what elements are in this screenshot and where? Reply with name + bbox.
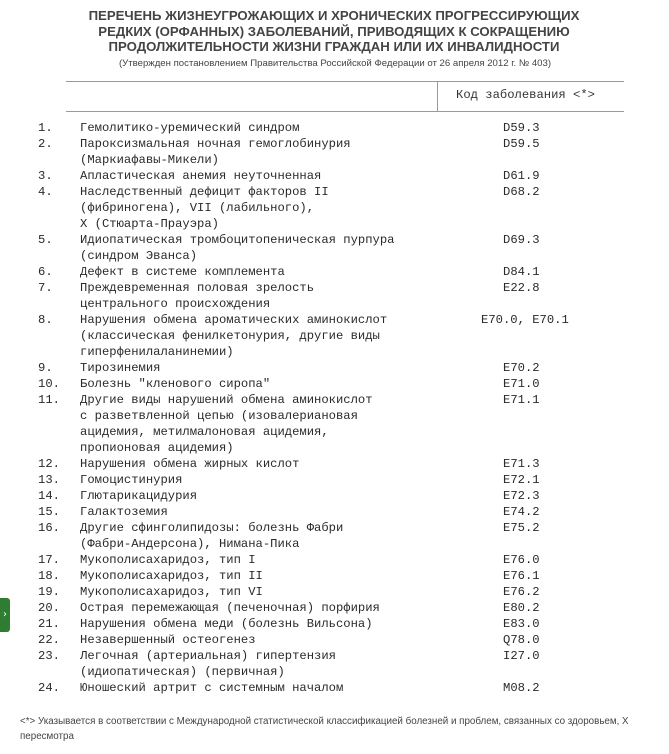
header-bottom-divider xyxy=(66,111,624,112)
disease-name: Галактоземия xyxy=(80,505,168,519)
table-row xyxy=(0,488,669,504)
row-number: 12. xyxy=(38,457,60,471)
disease-list xyxy=(0,120,669,696)
icd-code: E80.2 xyxy=(503,601,540,615)
disease-name: Тирозинемия xyxy=(80,361,161,375)
disease-name: Нарушения обмена меди (болезнь Вильсона) xyxy=(80,617,373,631)
icd-code: E70.2 xyxy=(503,361,540,375)
row-number: 18. xyxy=(38,569,60,583)
table-row xyxy=(0,552,669,568)
row-number: 11. xyxy=(38,393,60,407)
table-row xyxy=(0,120,669,136)
table-row xyxy=(0,360,669,376)
disease-name: Гомоцистинурия xyxy=(80,473,183,487)
table-row xyxy=(0,472,669,488)
table-row xyxy=(0,632,669,648)
table-row xyxy=(0,616,669,632)
header-column-divider xyxy=(437,82,438,112)
icd-code: D59.5 xyxy=(503,137,540,151)
row-number: 9. xyxy=(38,361,53,375)
row-number: 15. xyxy=(38,505,60,519)
row-number: 19. xyxy=(38,585,60,599)
icd-code: E72.1 xyxy=(503,473,540,487)
side-panel-tab[interactable] xyxy=(0,598,10,632)
row-number: 21. xyxy=(38,617,60,631)
row-number: 22. xyxy=(38,633,60,647)
disease-name: Незавершенный остеогенез xyxy=(80,633,256,647)
disease-name: Нарушения обмена ароматических аминокислот (классическая фенилкетонурия, другие виды гиперфенилаланинемии) xyxy=(80,313,388,359)
row-number: 7. xyxy=(38,281,53,295)
icd-code: E22.8 xyxy=(503,281,540,295)
icd-code: D84.1 xyxy=(503,265,540,279)
code-column-header: Код заболевания <*> xyxy=(456,88,595,102)
icd-code: M08.2 xyxy=(503,681,540,695)
disease-name: Болезнь "кленового сиропа" xyxy=(80,377,271,391)
disease-name: Мукополисахаридоз, тип II xyxy=(80,569,263,583)
table-row xyxy=(0,584,669,600)
table-row xyxy=(0,520,669,552)
document-title: ПЕРЕЧЕНЬ ЖИЗНЕУГРОЖАЮЩИХ И ХРОНИЧЕСКИХ ПРОГРЕССИРУЮЩИХ РЕДКИХ (ОРФАННЫХ) ЗАБОЛЕВАНИЙ, ПРИВОДЯЩИХ К СОКРАЩЕНИЮ ПРОДОЛЖИТЕЛЬНОСТИ ЖИЗНИ ГРАЖДАН ИЛИ ИХ ИНВАЛИДНОСТИ xyxy=(88,8,580,54)
footnote: <*> Указывается в соответствии с Международной статистической классификацией болезней и проблем, связанных со здоровьем, X пересмотра xyxy=(20,716,629,742)
table-row xyxy=(0,680,669,696)
disease-name: Апластическая анемия неуточненная xyxy=(80,169,322,183)
row-number: 17. xyxy=(38,553,60,567)
disease-name: Острая перемежающая (печеночная) порфирия xyxy=(80,601,380,615)
disease-name: Идиопатическая тромбоцитопеническая пурпура (синдром Эванса) xyxy=(80,233,395,263)
icd-code: E71.1 xyxy=(503,393,540,407)
disease-name: Дефект в системе комплемента xyxy=(80,265,285,279)
disease-name: Юношеский артрит с системным началом xyxy=(80,681,344,695)
icd-code: E76.0 xyxy=(503,553,540,567)
icd-code: E72.3 xyxy=(503,489,540,503)
table-row xyxy=(0,312,669,360)
disease-name: Мукополисахаридоз, тип VI xyxy=(80,585,263,599)
document-subtitle: (Утвержден постановлением Правительства Российской Федерации от 26 апреля 2012 г. № 403) xyxy=(118,58,552,69)
table-row xyxy=(0,568,669,584)
row-number: 2. xyxy=(38,137,53,151)
table-row xyxy=(0,232,669,264)
icd-code: D68.2 xyxy=(503,185,540,199)
row-number: 3. xyxy=(38,169,53,183)
row-number: 10. xyxy=(38,377,60,391)
disease-name: Нарушения обмена жирных кислот xyxy=(80,457,300,471)
disease-name: Пароксизмальная ночная гемоглобинурия (Маркиафавы-Микели) xyxy=(80,137,351,167)
row-number: 8. xyxy=(38,313,53,327)
row-number: 4. xyxy=(38,185,53,199)
row-number: 13. xyxy=(38,473,60,487)
table-row xyxy=(0,264,669,280)
table-top-divider xyxy=(66,81,624,82)
icd-code: Q78.0 xyxy=(503,633,540,647)
table-row xyxy=(0,184,669,232)
disease-name: Глютарикацидурия xyxy=(80,489,198,503)
disease-name: Наследственный дефицит факторов II (фибриногена), VII (лабильного), X (Стюарта-Прауэра) xyxy=(80,185,329,231)
table-row xyxy=(0,600,669,616)
chevron-right-icon: › xyxy=(3,609,7,620)
row-number: 1. xyxy=(38,121,53,135)
row-number: 20. xyxy=(38,601,60,615)
icd-code: D69.3 xyxy=(503,233,540,247)
row-number: 5. xyxy=(38,233,53,247)
disease-name: Другие виды нарушений обмена аминокислот с разветвленной цепью (изовалериановая ацидемия, метилмалоновая ацидемия, пропионовая ацидемия) xyxy=(80,393,373,455)
row-number: 14. xyxy=(38,489,60,503)
icd-code: E74.2 xyxy=(503,505,540,519)
disease-name: Гемолитико-уремический синдром xyxy=(80,121,300,135)
icd-code: D59.3 xyxy=(503,121,540,135)
table-row xyxy=(0,648,669,680)
row-number: 16. xyxy=(38,521,60,535)
row-number: 24. xyxy=(38,681,60,695)
disease-name: Преждевременная половая зрелость центрального происхождения xyxy=(80,281,315,311)
icd-code: E70.0, E70.1 xyxy=(481,313,569,327)
disease-name: Мукополисахаридоз, тип I xyxy=(80,553,256,567)
icd-code: E75.2 xyxy=(503,521,540,535)
icd-code: D61.9 xyxy=(503,169,540,183)
icd-code: I27.0 xyxy=(503,649,540,663)
icd-code: E76.1 xyxy=(503,569,540,583)
table-row xyxy=(0,504,669,520)
icd-code: E76.2 xyxy=(503,585,540,599)
table-row xyxy=(0,376,669,392)
table-row xyxy=(0,168,669,184)
row-number: 6. xyxy=(38,265,53,279)
row-number: 23. xyxy=(38,649,60,663)
table-row xyxy=(0,392,669,456)
icd-code: E83.0 xyxy=(503,617,540,631)
icd-code: E71.0 xyxy=(503,377,540,391)
disease-name: Легочная (артериальная) гипертензия (идиопатическая) (первичная) xyxy=(80,649,336,679)
table-row xyxy=(0,136,669,168)
disease-name: Другие сфинголипидозы: болезнь Фабри (Фабри-Андерсона), Нимана-Пика xyxy=(80,521,344,551)
table-row xyxy=(0,280,669,312)
table-row xyxy=(0,456,669,472)
icd-code: E71.3 xyxy=(503,457,540,471)
